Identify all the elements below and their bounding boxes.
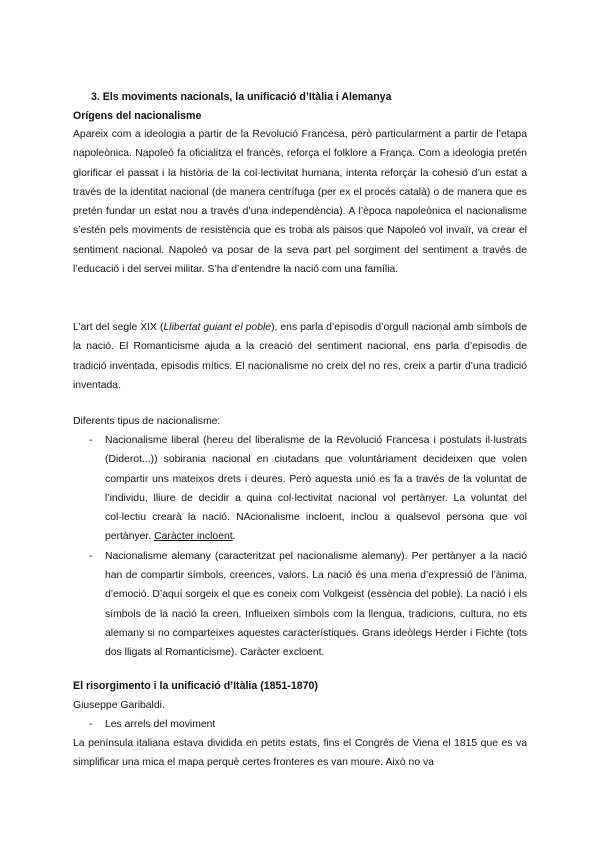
- artwork-title: Llibertat guiant el poble: [163, 322, 272, 333]
- liberal-end: .: [232, 531, 236, 543]
- roots-text: Les arrels del moviment: [105, 719, 216, 730]
- list-item-german: [73, 547, 527, 663]
- list-item-liberal: [73, 431, 527, 547]
- paragraph-art-start: L’art del segle XIX (: [73, 322, 164, 333]
- paragraph-origins: [73, 125, 527, 279]
- roots-list: [73, 715, 527, 734]
- paragraph-art-text: [73, 318, 527, 395]
- paragraph-origins-text: Apareix com a ideologia a partir de la Revolució Francesa, però particularment a partir de l’etapa napoleònica. Napoleó fa oficialitza el francès, reforça el folklore a França. Com a ideologia pretén glorificar el passat i la història de la col·lectivitat humana, intenta reforçar la cohesió d’un estat a través de la identitat nacional (de manera centrífuga (per ex el procés català) o de manera que es pretén fundar un estat nou a través d’una independència). A l’època napoleònica el nacionalisme s’estén pels moviments de resistència que es troba als paisos que Napoleó vol invaïr, va crear el sentiment nacional. Napoleó va posar de la seva part pel sorgiment del sentiment a través de l’educació i del servei militar. S’ha d’entendre la nació com una família.: [73, 129, 527, 276]
- types-intro-text: Diferents tipus de nacionalisme:: [73, 416, 221, 427]
- garibaldi-line: [73, 696, 527, 715]
- bullet-dash: -: [89, 719, 93, 730]
- bullet-dash: -: [89, 550, 93, 562]
- liberal-nationalism-text: Nacionalisme liberal (hereu del liberalisme de la Revolució Francesa i postulats il·lustrats (Diderot...)) sobirania nacional en ciutadans que voluntàriament decideixen que volen compartir uns mateixos drets i deures. Però aquesta unió es fa a través de la voluntat de l’individu, lliure de decidir a quina col·lectivitat nacional vol pertànyer. La voluntat del col·lectiu crearà la nació. NAcionalisme incloent, inclou a qualsevol persona que vol pertànyer.: [105, 435, 527, 543]
- list-item-roots: [73, 715, 527, 734]
- nationalism-types-list: [73, 431, 527, 663]
- inclusive-character: Caràcter incloent: [154, 531, 233, 543]
- paragraph-peninsula-text: La península italiana estava dividida en petits estats, fins el Congrés de Viena el 1815 que es va simplificar una mica el mapa perquè certes fronteres es van moure. Això no va: [73, 738, 527, 769]
- paragraph-art: [73, 318, 527, 395]
- garibaldi-text: Giuseppe Garibaldi.: [73, 700, 165, 711]
- bullet-dash: -: [89, 435, 93, 446]
- types-intro: [73, 412, 527, 431]
- paragraph-peninsula: [73, 734, 527, 773]
- paragraph-art-rest: ), ens parla d’episodis d’orgull nacional amb símbols de la nació. El Romanticisme ajuda a la creació del sentiment nacional, ens parla d’episodis de tradició inventada, episodis mítics. El nacionalisme no creix del no res, creix a partir d’una tradició inventada.: [73, 322, 527, 391]
- section-heading: 3. Els moviments nacionals, la unificació d’Itàlia i Alemanya: [91, 91, 392, 103]
- subheading-risorgimento: El risorgimento i la unificació d’Itàlia (1851-1870): [73, 680, 318, 692]
- german-nationalism-text: Nacionalisme alemany (caracteritzat pel nacionalisme alemany). Per pertànyer a la nació han de compartir símbols, creences, valors. La nació és una mena d’expressió de l’ànima, d’emoció. D’aquí sorgeix el que es coneix com Volkgeist (essència del poble). La nació i els símbols de la nació la creen. Influeixen símbols com la llengua, tradicions, cultura, no ets alemany si no comparteixes aquestes característiques. Grans ideòlegs Herder i Fichte (tots dos lligats al Romanticisme). Caràcter excloent.: [105, 550, 527, 659]
- subheading-origins: Orígens del nacionalisme: [73, 110, 202, 122]
